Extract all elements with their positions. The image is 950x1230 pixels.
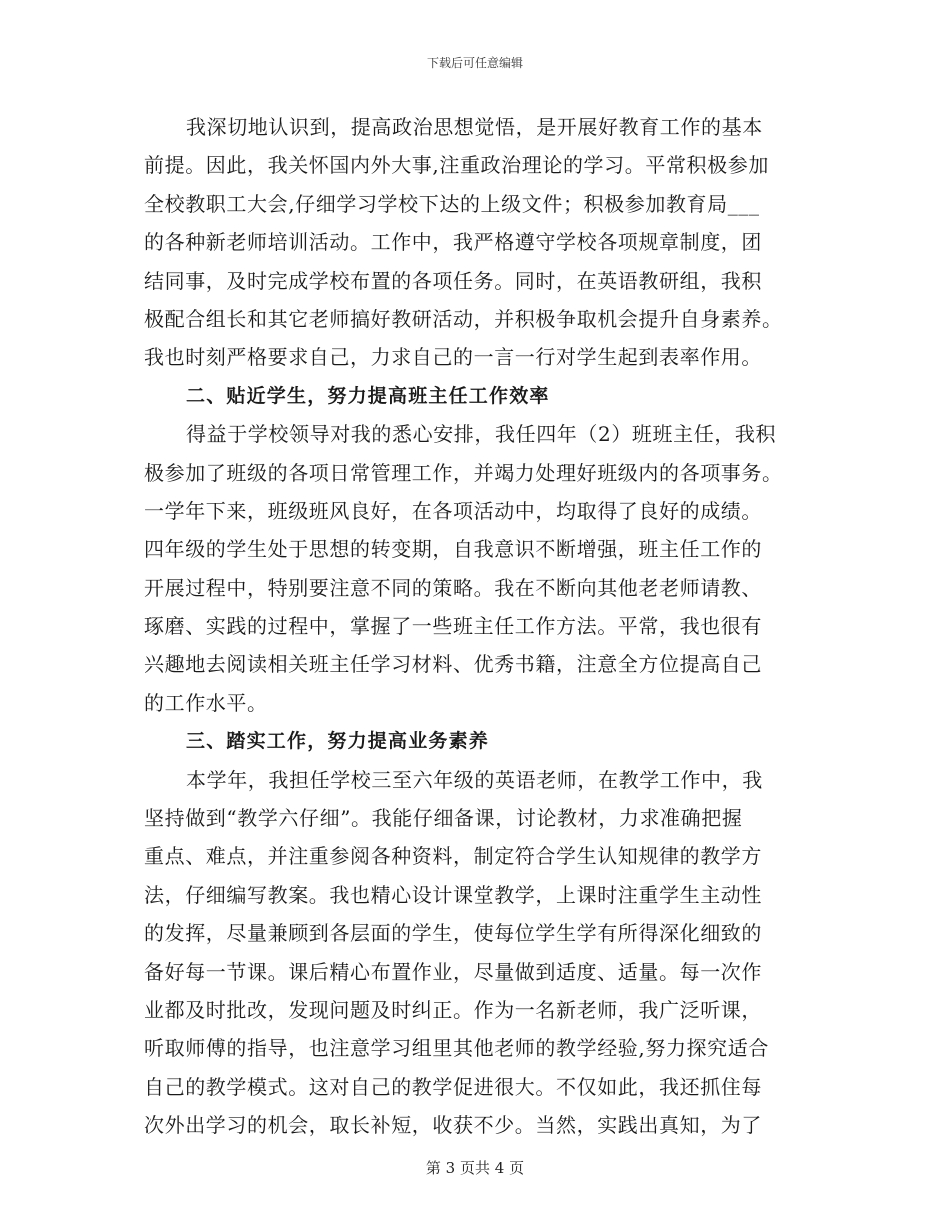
paragraph-line: 坚持做到“教学六仔细”。我能仔细备课，讨论教材，力求准确把握 [144, 806, 743, 831]
paragraph-line: 备好每一节课。课后精心布置作业，尽量做到适度、适量。每一次作 [144, 959, 762, 984]
paragraph-line: 琢磨、实践的过程中，掌握了一些班主任工作方法。平常，我也很有 [144, 614, 762, 639]
paragraph-line: 自己的教学模式。这对自己的教学促进很大。不仅如此，我还抓住每 [144, 1074, 762, 1099]
paragraph-line: 的各种新老师培训活动。工作中，我严格遵守学校各项规章制度，团 [144, 230, 762, 255]
paragraph-line: 开展过程中，特别要注意不同的策略。我在不断向其他老老师请教、 [144, 575, 762, 600]
section-heading: 三、踏实工作，努力提高业务素养 [186, 730, 490, 753]
paragraph-line: 次外出学习的机会，取长补短，收获不少。当然，实践出真知，为了 [144, 1113, 762, 1138]
paragraph-line: 前提。因此，我关怀国内外大事,注重政治理论的学习。平常积极参加 [144, 153, 769, 178]
document-body [144, 108, 808, 1145]
paragraph-line: 的发挥，尽量兼顾到各层面的学生，使每位学生学有所得深化细致的 [144, 921, 762, 946]
paragraph-line: 听取师傅的指导，也注意学习组里其他老师的教学经验,努力探究适合 [144, 1036, 769, 1061]
paragraph-line: 全校教职工大会,仔细学习学校下达的上级文件；积极参加教育局___ [144, 191, 760, 216]
paragraph-line: 的工作水平。 [144, 690, 268, 715]
paragraph-line: 一学年下来，班级班风良好，在各项活动中，均取得了良好的成绩。 [144, 498, 762, 523]
paragraph-line: 法，仔细编写教案。我也精心设计课堂教学，上课时注重学生主动性 [144, 882, 762, 907]
paragraph-line: 极配合组长和其它老师搞好教研活动，并积极争取机会提升自身素养。 [144, 306, 783, 331]
section-heading: 二、贴近学生，努力提高班主任工作效率 [186, 384, 550, 407]
paragraph-line: 我深切地认识到，提高政治思想觉悟，是开展好教育工作的基本 [186, 115, 763, 139]
page-header: 下载后可任意编辑 [426, 56, 523, 70]
paragraph-line: 我也时刻严格要求自己，力求自己的一言一行对学生起到表率作用。 [144, 345, 762, 370]
paragraph-line: 本学年，我担任学校三至六年级的英语老师，在教学工作中，我 [186, 767, 763, 792]
paragraph-line: 业都及时批改，发现问题及时纠正。作为一名新老师，我广泛听课， [144, 997, 762, 1022]
page-footer: 第 3 页共 4 页 [425, 1159, 525, 1177]
paragraph-line: 得益于学校领导对我的悉心安排，我任四年（2）班班主任，我积 [186, 422, 777, 447]
paragraph-line: 重点、难点，并注重参阅各种资料，制定符合学生认知规律的教学方 [144, 844, 762, 869]
paragraph-line: 四年级的学生处于思想的转变期，自我意识不断增强，班主任工作的 [144, 537, 762, 562]
paragraph-line: 极参加了班级的各项日常管理工作，并竭力处理好班级内的各项事务。 [144, 460, 783, 485]
paragraph-line: 结同事，及时完成学校布置的各项任务。同时，在英语教研组，我积 [144, 268, 762, 293]
paragraph-line: 兴趣地去阅读相关班主任学习材料、优秀书籍，注意全方位提高自己 [144, 652, 762, 677]
